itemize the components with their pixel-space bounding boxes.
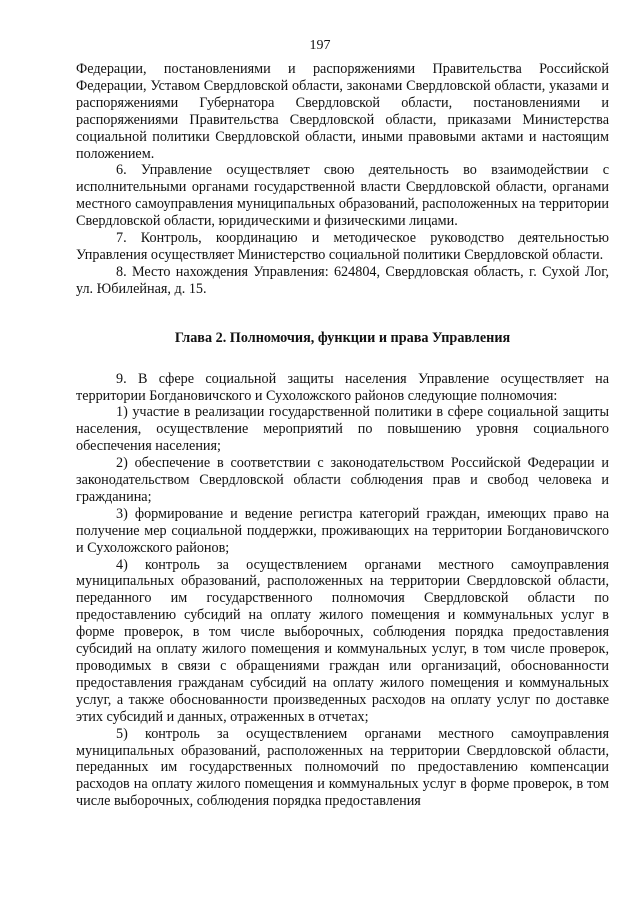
paragraph-item-8: 8. Место нахождения Управления: 624804, Свердловская область, г. Сухой Лог, ул. Юбилейная, д. 15.	[76, 263, 609, 297]
chapter-heading: Глава 2. Полномочия, функции и права Управления	[174, 329, 511, 346]
paragraph-item-7: 7. Контроль, координацию и методическое руководство деятельностью Управления осуществляет Министерство социальной политики Свердловской области.	[76, 230, 609, 263]
subitem-4: 4) контроль за осуществлением органами местного самоуправления муниципальных образований, расположенных на территории Свердловской области, переданного им государственного полномочия Свердловской области по предоставлению субсидий на оплату жилого помещения и коммунальных услуг в форме проверок, в том числе выборочных, соблюдения порядка предоставления субсидий на оплату жилого помещения и коммунальных услуг, в том числе проверок, проводимых в связи с обращениями граждан или организаций, обоснованности предоставления гражданам субсидий на оплату жилого помещения и коммунальных услуг, а также обоснованности произведенных расходов на оплату услуг по доставке этих субсидий и данных, отраженных в отчетах;	[76, 556, 609, 725]
paragraph-item-6: 6. Управление осуществляет свою деятельность во взаимодействии с исполнительными органами государственной власти Свердловской области, органами местного самоуправления муниципальных образований, расположенных на территории Свердловской области, юридическими и физическими лицами.	[76, 162, 609, 230]
document-body	[76, 61, 609, 810]
subitem-3: 3) формирование и ведение регистра категорий граждан, имеющих право на получение мер социальной поддержки, проживающих на территории Богдановичского и Сухоложского районов;	[76, 505, 609, 556]
paragraph-continuation: Федерации, постановлениями и распоряжениями Правительства Российской Федерации, Уставом Свердловской области, законами Свердловской области, указами и распоряжениями Губернатора Свердловской области, постановлениями и распоряжениями Правительства Свердловской области, приказами Министерства социальной политики Свердловской области, иными правовыми актами и настоящим положением.	[76, 61, 609, 162]
paragraph-item-9: 9. В сфере социальной защиты населения Управление осуществляет на территории Богдановичского и Сухоложского районов следующие полномочия:	[76, 370, 609, 404]
subitem-2: 2) обеспечение в соответствии с законодательством Российской Федерации и законодательством Свердловской области соблюдения прав и свобод человека и гражданина;	[76, 455, 609, 505]
page-number: 197	[309, 38, 331, 53]
subitem-1: 1) участие в реализации государственной политики в сфере социальной защиты населения, осуществление мероприятий по повышению уровня социального обеспечения населения;	[76, 404, 609, 455]
subitem-5: 5) контроль за осуществлением органами местного самоуправления муниципальных образований, расположенных на территории Свердловской области, переданных им государственных полномочий по предоставлению компенсации расходов на оплату жилого помещения и коммунальных услуг в форме проверок, в том числе выборочных, соблюдения порядка предоставления	[76, 725, 609, 810]
